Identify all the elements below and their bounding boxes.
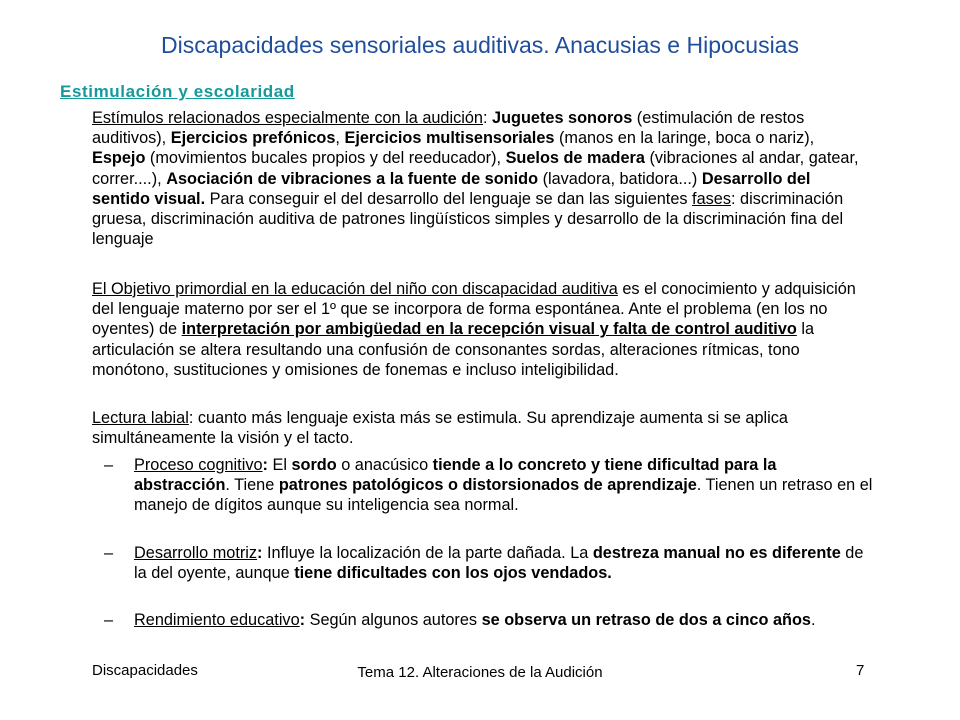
paragraph-lip-reading: Lectura labial: cuanto más lenguaje exista más se estimula. Su aprendizaje aumenta si se aplica simultáneamente la visión y el tacto. — [92, 409, 788, 448]
dash-bullet: – — [104, 544, 114, 562]
dash-bullet: – — [104, 611, 114, 629]
list-item-motor: – Desarrollo motriz: Influye la localización de la parte dañada. La destreza manual no es diferente de la del oyente, aunque tiene dificultades con los ojos vendados. — [104, 544, 864, 583]
dash-bullet: – — [104, 456, 114, 474]
section-heading: Estimulación y escolaridad — [60, 82, 295, 101]
footer-center: Tema 12. Alteraciones de la Audición — [357, 664, 603, 681]
list-item-cognitive: – Proceso cognitivo: El sordo o anacúsico tiende a lo concreto y tiene dificultad para la abstracción. Tiene patrones patológicos o distorsionados de aprendizaje. Tienen un retraso en el manejo de dígitos aunque su inteligencia sea normal. — [104, 456, 873, 515]
slide-number: 7 — [856, 662, 865, 679]
paragraph-objective: El Objetivo primordial en la educación del niño con discapacidad auditiva es el conocimiento y adquisición del lenguaje materno por ser el 1º que se incorpora de forma espontánea. Ante el problema (en los no oyentes) de interpretación por ambigüedad en la recepción visual y falta de control auditivo la articulación se altera resultando una confusión de consonantes sordas, alteraciones rítmicas, tono monótono, sustituciones y omisiones de fonemas e incluso inteligibilidad. — [92, 280, 856, 379]
footer-left: Discapacidades — [92, 662, 198, 679]
paragraph-stimuli: Estímulos relacionados especialmente con la audición: Juguetes sonoros (estimulación de restos auditivos), Ejercicios prefónicos, Ejercicios multisensoriales (manos en la laringe, boca o nariz), Espejo (movimientos bucales propios y del reeducador), Suelos de madera (vibraciones al andar, gatear, correr....), Asociación de vibraciones a la fuente de sonido (lavadora, batidora...) Desarrollo del sentido visual. Para conseguir el del desarrollo del lenguaje se dan las siguientes fases: discriminación gruesa, discriminación auditiva de patrones lingüísticos simples y desarrollo de la discriminación fina del lenguaje — [92, 109, 859, 249]
list-item-educational: – Rendimiento educativo: Según algunos autores se observa un retraso de dos a cinco años. — [104, 611, 816, 629]
slide-title: Discapacidades sensoriales auditivas. Anacusias e Hipocusias — [161, 32, 799, 58]
